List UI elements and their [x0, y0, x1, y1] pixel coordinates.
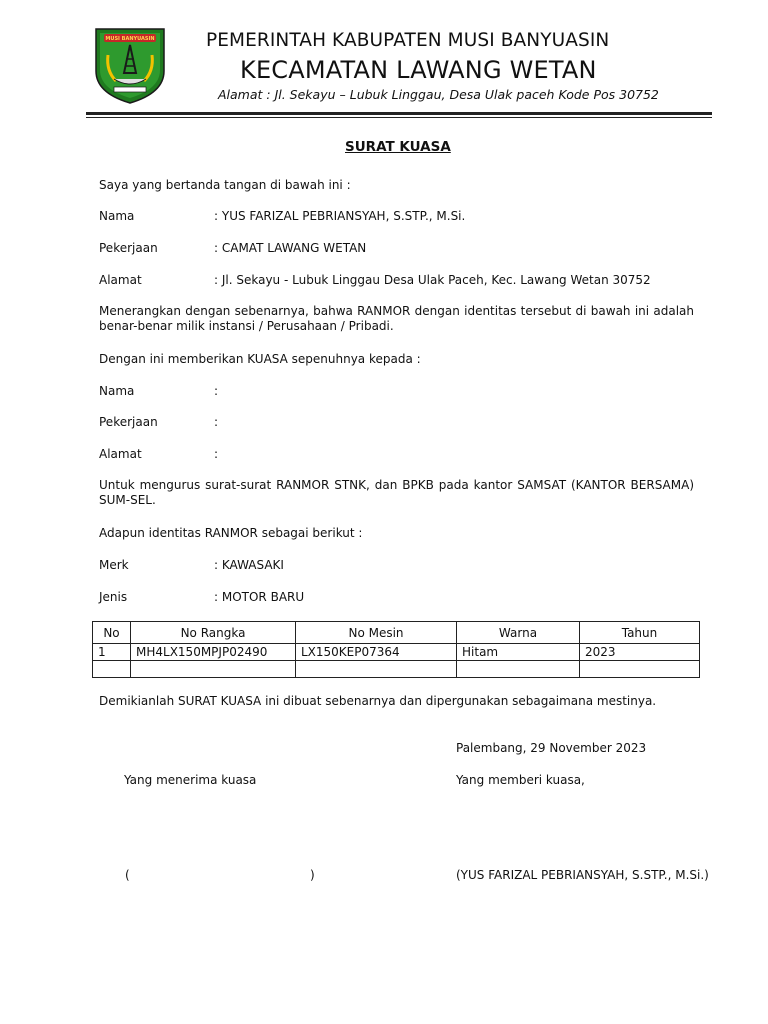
table-row	[93, 644, 700, 661]
table-header-frame-number: No Rangka	[131, 622, 296, 644]
recipient-signature-open-paren: (	[125, 868, 130, 882]
vehicle-type-value: : MOTOR BARU	[214, 590, 305, 604]
table-header-color: Warna	[457, 622, 580, 644]
table-cell-frame-number: MH4LX150MPJP02490	[131, 644, 296, 661]
recipient-label: Yang menerima kuasa	[124, 773, 257, 787]
table-cell-engine-number	[296, 661, 457, 678]
grantee-address-label: Alamat	[99, 447, 142, 461]
grantee-occupation-value: :	[214, 415, 219, 429]
table-cell-color: Hitam	[457, 644, 580, 661]
vehicle-type-label: Jenis	[99, 590, 128, 604]
grantor-name-label: Nama	[99, 209, 135, 223]
table-cell-year	[580, 661, 700, 678]
table-cell-frame-number	[131, 661, 296, 678]
place-and-date: Palembang, 29 November 2023	[456, 741, 647, 755]
grantee-name-label: Nama	[99, 384, 135, 398]
giver-signature-name: (YUS FARIZAL PEBRIANSYAH, S.STP., M.Si.)	[456, 868, 709, 882]
grantor-occupation-label: Pekerjaan	[99, 241, 158, 255]
svg-text:MUSI BANYUASIN: MUSI BANYUASIN	[105, 36, 155, 42]
letterhead-address: Alamat : Jl. Sekayu – Lubuk Linggau, Desa Ulak paceh Kode Pos 30752	[218, 87, 659, 102]
authorization-intro: Dengan ini memberikan KUASA sepenuhnya kepada :	[99, 352, 421, 366]
table-header-row	[93, 622, 700, 644]
grantee-name-value: :	[214, 384, 219, 398]
vehicle-brand-value: : KAWASAKI	[214, 558, 284, 572]
table-cell-no	[93, 661, 131, 678]
grantee-occupation-label: Pekerjaan	[99, 415, 158, 429]
letterhead-divider-thick	[86, 112, 712, 115]
grantor-address-value: : Jl. Sekayu - Lubuk Linggau Desa Ulak Paceh, Kec. Lawang Wetan 30752	[214, 273, 651, 287]
statement-paragraph: Menerangkan dengan sebenarnya, bahwa RANMOR dengan identitas tersebut di bawah ini adalah benar-benar milik instansi / Perusahaan / Pribadi.	[99, 304, 694, 333]
table-cell-year: 2023	[580, 644, 700, 661]
letterhead-divider-thin	[86, 117, 712, 118]
grantor-occupation-value: : CAMAT LAWANG WETAN	[214, 241, 367, 255]
document-title: SURAT KUASA	[345, 139, 451, 155]
letterhead-regency-title: PEMERINTAH KABUPATEN MUSI BANYUASIN	[206, 30, 610, 51]
letterhead-district-title: KECAMATAN LAWANG WETAN	[240, 56, 597, 84]
table-cell-no: 1	[93, 644, 131, 661]
recipient-signature-close-paren: )	[310, 868, 315, 882]
giver-label: Yang memberi kuasa,	[456, 773, 585, 787]
intro-text: Saya yang bertanda tangan di bawah ini :	[99, 178, 351, 192]
table-header-engine-number: No Mesin	[296, 622, 457, 644]
table-cell-engine-number: LX150KEP07364	[296, 644, 457, 661]
table-row	[93, 661, 700, 678]
purpose-paragraph: Untuk mengurus surat-surat RANMOR STNK, dan BPKB pada kantor SAMSAT (KANTOR BERSAMA) SUM-SEL.	[99, 478, 694, 507]
grantor-address-label: Alamat	[99, 273, 142, 287]
table-cell-color	[457, 661, 580, 678]
vehicle-brand-label: Merk	[99, 558, 129, 572]
grantor-name-value: : YUS FARIZAL PEBRIANSYAH, S.STP., M.Si.	[214, 209, 466, 223]
table-header-no: No	[93, 622, 131, 644]
closing-statement: Demikianlah SURAT KUASA ini dibuat sebenarnya dan dipergunakan sebagaimana mestinya.	[99, 694, 657, 708]
vehicle-identity-table	[92, 621, 700, 678]
vehicle-intro: Adapun identitas RANMOR sebagai berikut :	[99, 526, 363, 540]
table-header-year: Tahun	[580, 622, 700, 644]
grantee-address-value: :	[214, 447, 219, 461]
regency-emblem-logo	[90, 25, 170, 105]
